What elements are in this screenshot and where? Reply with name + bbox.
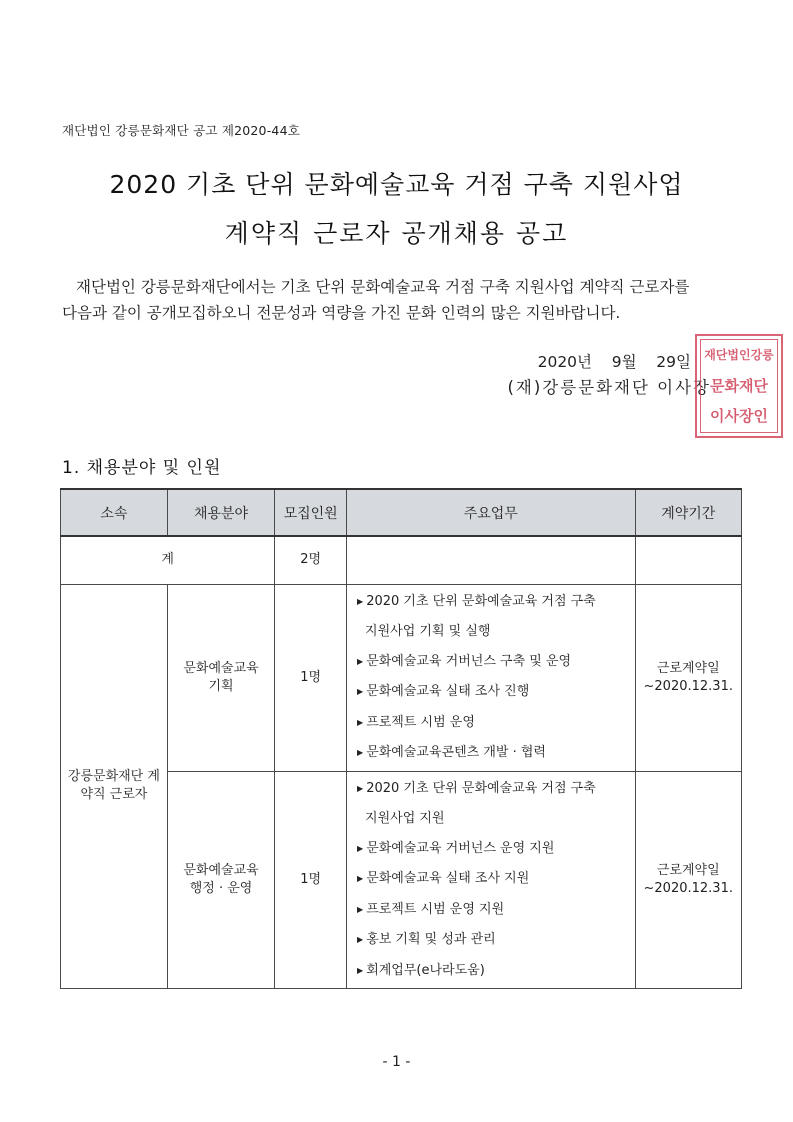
- intro-line-1: 재단법인 강릉문화재단에서는 기초 단위 문화예술교육 거점 구축 지원사업 계약직 근로자를: [76, 278, 690, 296]
- bullet-arrow-icon: ▶: [357, 843, 364, 853]
- duties-cell: [347, 584, 635, 771]
- duty-item: ▶ 문화예술교육 실태 조사 진행: [357, 684, 530, 699]
- header-field: 채용분야: [167, 489, 274, 536]
- count-cell: 1명: [275, 771, 347, 989]
- issuer-name: (재)강릉문화재단 이사장: [507, 378, 711, 397]
- count-cell: 1명: [275, 584, 347, 771]
- table-total-row: [61, 536, 742, 584]
- date-year: 2020년: [537, 353, 593, 371]
- period-cell: 근로계약일 ~2020.12.31.: [635, 771, 741, 989]
- page-number: - 1 -: [382, 1054, 411, 1070]
- duty-item: ▶ 2020 기초 단위 문화예술교육 거점 구축: [357, 593, 596, 609]
- bullet-arrow-icon: ▶: [357, 965, 364, 975]
- duty-item-continued: 지원사업 지원: [365, 811, 445, 826]
- seal-row-1: 재단법인강릉: [704, 348, 774, 362]
- field-cell: 문화예술교육 기획: [167, 584, 274, 771]
- intro-paragraph: [62, 274, 732, 326]
- table-header-row: [61, 489, 742, 536]
- bullet-arrow-icon: ▶: [357, 656, 364, 666]
- duty-item: ▶ 문화예술교육 거버넌스 운영 지원: [357, 840, 555, 856]
- duty-item: ▶ 문화예술교육콘텐츠 개발 · 협력: [357, 745, 546, 760]
- section-heading: 1. 채용분야 및 인원: [62, 458, 222, 478]
- bullet-arrow-icon: ▶: [357, 748, 364, 757]
- seal-row-2: 문화재단: [710, 376, 768, 395]
- bullet-arrow-icon: ▶: [357, 783, 364, 793]
- duty-item: ▶ 프로젝트 시범 운영 지원: [357, 901, 505, 917]
- total-period-empty: [635, 536, 741, 584]
- header-affiliation: 소속: [61, 489, 168, 536]
- duty-item: ▶ 홍보 기획 및 성과 관리: [357, 932, 496, 947]
- seal-row-3: 이사장인: [710, 407, 768, 426]
- bullet-arrow-icon: ▶: [357, 717, 364, 727]
- bullet-arrow-icon: ▶: [357, 904, 364, 914]
- date-day: 29일: [656, 353, 691, 371]
- field-cell: 문화예술교육 행정 · 운영: [167, 771, 274, 989]
- bullet-arrow-icon: ▶: [357, 935, 364, 944]
- table-row: [61, 584, 742, 771]
- affiliation-cell: 강릉문화재단 계약직 근로자: [61, 584, 168, 989]
- duty-item: ▶ 회계업무(e나라도움): [357, 962, 485, 978]
- total-label: 계: [61, 536, 275, 584]
- duty-item: ▶ 문화예술교육 실태 조사 지원: [357, 871, 530, 886]
- period-cell: 근로계약일 ~2020.12.31.: [635, 584, 741, 771]
- page-title-line-1: 2020 기초 단위 문화예술교육 거점 구축 지원사업: [109, 170, 684, 199]
- header-period: 계약기간: [635, 489, 741, 536]
- duty-item: ▶ 문화예술교육 거버넌스 구축 및 운영: [357, 653, 572, 669]
- total-duties-empty: [347, 536, 635, 584]
- duty-item-continued: 지원사업 기획 및 실행: [365, 624, 491, 639]
- bullet-arrow-icon: ▶: [357, 596, 364, 606]
- official-seal-stamp: [695, 334, 783, 438]
- intro-line-2: 다음과 같이 공개모집하오니 전문성과 역량을 가진 문화 인력의 많은 지원바랍니다.: [62, 304, 621, 322]
- bullet-arrow-icon: ▶: [357, 687, 364, 696]
- page-title-line-2: 계약직 근로자 공개채용 공고: [224, 219, 569, 248]
- duty-item: ▶ 2020 기초 단위 문화예술교육 거점 구축: [357, 780, 596, 796]
- announcement-date: [538, 350, 691, 372]
- recruitment-table: [60, 488, 742, 989]
- duties-cell: [347, 771, 635, 989]
- total-count: 2명: [275, 536, 347, 584]
- duty-item: ▶ 프로젝트 시범 운영: [357, 714, 475, 730]
- header-duties: 주요업무: [347, 489, 635, 536]
- bullet-arrow-icon: ▶: [357, 874, 364, 883]
- header-count: 모집인원: [275, 489, 347, 536]
- date-month: 9월: [611, 353, 637, 371]
- notice-number: 재단법인 강릉문화재단 공고 제2020-44호: [62, 123, 300, 138]
